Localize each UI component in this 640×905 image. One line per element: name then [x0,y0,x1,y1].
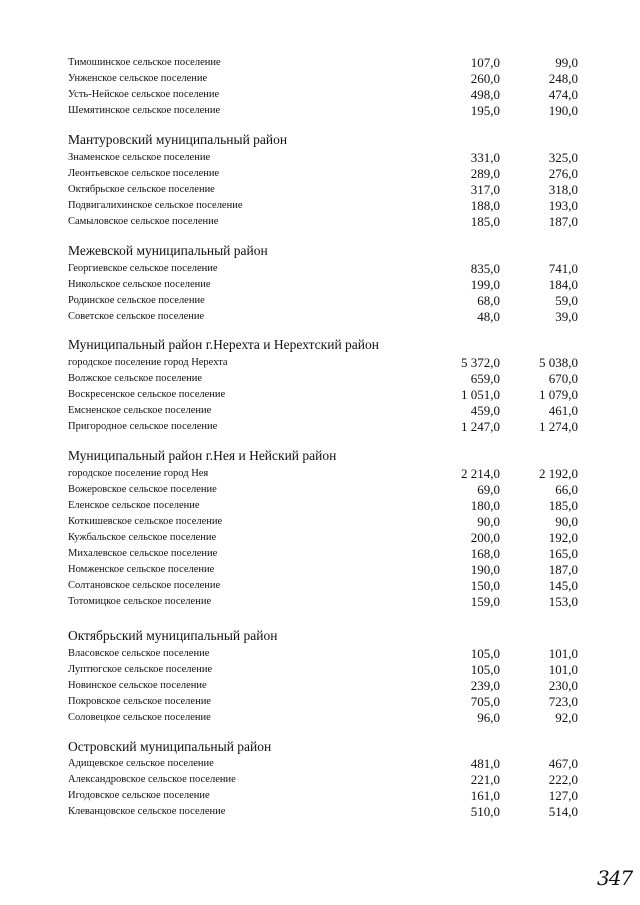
value-column-1: 705,0 [470,694,500,709]
value-column-1: 459,0 [470,403,500,418]
settlement-name: Воскресенское сельское поселение [68,389,226,400]
value-column-1: 48,0 [477,309,500,324]
table-row [0,166,640,182]
value-column-2: 723,0 [548,694,578,709]
value-column-1: 317,0 [470,182,500,197]
table-row [0,804,640,820]
value-column-2: 325,0 [548,150,578,165]
value-column-1: 96,0 [477,710,500,725]
table-row [0,103,640,119]
value-column-2: 230,0 [548,678,578,693]
section-heading: Муниципальный район г.Нерехта и Нерехтский район [68,337,379,352]
value-column-1: 1 051,0 [461,387,500,402]
value-column-1: 190,0 [470,562,500,577]
value-column-2: 222,0 [548,772,578,787]
value-column-2: 185,0 [548,498,578,513]
settlement-name: Леонтьевское сельское поселение [68,168,220,179]
settlement-name: Тимошинское сельское поселение [68,57,221,68]
table-row [0,150,640,166]
settlement-name: Самыловское сельское поселение [68,216,219,227]
table-row [0,71,640,87]
value-column-2: 127,0 [548,788,578,803]
value-column-1: 195,0 [470,103,500,118]
value-column-2: 318,0 [548,182,578,197]
table-row [0,387,640,403]
table-row [0,772,640,788]
settlement-name: Власовское сельское поселение [68,648,210,659]
page-number: 347 [597,866,633,890]
settlement-name: Новинское сельское поселение [68,680,207,691]
value-column-1: 5 372,0 [461,355,500,370]
table-row [0,662,640,678]
value-column-2: 101,0 [548,662,578,677]
section-heading: Муниципальный район г.Нея и Нейский район [68,448,337,463]
settlement-name: Михалевское сельское поселение [68,548,218,559]
table-row [0,514,640,530]
value-column-2: 59,0 [555,293,578,308]
settlement-name: Адищевское сельское поселение [68,758,214,769]
table-row [0,419,640,435]
value-column-1: 289,0 [470,166,500,181]
value-column-2: 248,0 [548,71,578,86]
table-row [0,466,640,482]
value-column-2: 184,0 [548,277,578,292]
settlement-name: Еленское сельское поселение [68,500,200,511]
value-column-1: 161,0 [470,788,500,803]
value-column-2: 276,0 [548,166,578,181]
table-row [0,371,640,387]
table-row [0,403,640,419]
section-heading: Октябрьский муниципальный район [68,628,278,643]
table-row [0,694,640,710]
settlement-name: Емсненское сельское поселение [68,405,212,416]
settlement-name: Пригородное сельское поселение [68,421,218,432]
value-column-2: 90,0 [555,514,578,529]
table-row [0,261,640,277]
value-column-2: 190,0 [548,103,578,118]
value-column-1: 159,0 [470,594,500,609]
value-column-1: 221,0 [470,772,500,787]
value-column-2: 187,0 [548,214,578,229]
value-column-2: 670,0 [548,371,578,386]
section-heading: Мантуровский муниципальный район [68,132,288,147]
table-row [0,355,640,371]
settlement-name: Покровское сельское поселение [68,696,211,707]
value-column-2: 66,0 [555,482,578,497]
settlement-name: Тотомицкое сельское поселение [68,596,212,607]
value-column-1: 69,0 [477,482,500,497]
value-column-1: 199,0 [470,277,500,292]
table-row [0,198,640,214]
value-column-1: 105,0 [470,646,500,661]
settlement-name: Вожеровское сельское поселение [68,484,217,495]
value-column-2: 1 079,0 [539,387,578,402]
value-column-2: 165,0 [548,546,578,561]
value-column-1: 331,0 [470,150,500,165]
value-column-2: 187,0 [548,562,578,577]
value-column-2: 92,0 [555,710,578,725]
settlement-name: Коткишевское сельское поселение [68,516,223,527]
settlement-name: Клеванцовское сельское поселение [68,806,226,817]
value-column-2: 467,0 [548,756,578,771]
settlement-name: Георгиевское сельское поселение [68,263,218,274]
settlement-name: Знаменское сельское поселение [68,152,211,163]
settlement-name: Солтановское сельское поселение [68,580,221,591]
value-column-1: 188,0 [470,198,500,213]
table-row [0,498,640,514]
settlement-name: Александровское сельское поселение [68,774,236,785]
settlement-name: Родинское сельское поселение [68,295,205,306]
settlement-name: городское поселение город Нерехта [68,357,228,368]
settlement-name: Усть-Нейское сельское поселение [68,89,220,100]
table-row [0,482,640,498]
settlement-name: Луптюгское сельское поселение [68,664,213,675]
value-column-1: 68,0 [477,293,500,308]
value-column-1: 2 214,0 [461,466,500,481]
settlement-name: Подвигалихинское сельское поселение [68,200,243,211]
table-row [0,214,640,230]
table-row [0,530,640,546]
value-column-1: 260,0 [470,71,500,86]
table-row [0,788,640,804]
settlement-name: Соловецкое сельское поселение [68,712,211,723]
table-row [0,309,640,325]
value-column-2: 5 038,0 [539,355,578,370]
value-column-1: 1 247,0 [461,419,500,434]
value-column-1: 168,0 [470,546,500,561]
settlement-name: Шемятинское сельское поселение [68,105,221,116]
settlement-name: Кужбальское сельское поселение [68,532,217,543]
table-row [0,182,640,198]
value-column-1: 185,0 [470,214,500,229]
value-column-2: 741,0 [548,261,578,276]
value-column-1: 498,0 [470,87,500,102]
value-column-1: 659,0 [470,371,500,386]
settlement-name: Никольское сельское поселение [68,279,211,290]
table-row [0,546,640,562]
value-column-1: 200,0 [470,530,500,545]
value-column-2: 99,0 [555,55,578,70]
value-column-2: 145,0 [548,578,578,593]
value-column-2: 461,0 [548,403,578,418]
table-row [0,562,640,578]
value-column-1: 481,0 [470,756,500,771]
value-column-1: 107,0 [470,55,500,70]
table-row [0,55,640,71]
table-row [0,646,640,662]
section-heading: Межевской муниципальный район [68,243,268,258]
value-column-2: 192,0 [548,530,578,545]
value-column-2: 514,0 [548,804,578,819]
value-column-2: 193,0 [548,198,578,213]
table-row [0,678,640,694]
table-row [0,578,640,594]
value-column-1: 180,0 [470,498,500,513]
settlement-name: Игодовское сельское поселение [68,790,210,801]
value-column-1: 90,0 [477,514,500,529]
value-column-2: 474,0 [548,87,578,102]
table-row [0,710,640,726]
settlement-name: Номженское сельское поселение [68,564,215,575]
section-heading: Островский муниципальный район [68,739,272,754]
settlement-name: Волжское сельское поселение [68,373,203,384]
settlement-name: Советское сельское поселение [68,311,205,322]
table-row [0,594,640,610]
settlement-name: Октябрьское сельское поселение [68,184,215,195]
settlement-name: Унженское сельское поселение [68,73,208,84]
value-column-2: 39,0 [555,309,578,324]
value-column-1: 510,0 [470,804,500,819]
table-row [0,756,640,772]
value-column-1: 239,0 [470,678,500,693]
value-column-1: 105,0 [470,662,500,677]
value-column-1: 835,0 [470,261,500,276]
value-column-2: 1 274,0 [539,419,578,434]
value-column-2: 153,0 [548,594,578,609]
table-row [0,87,640,103]
table-row [0,277,640,293]
value-column-1: 150,0 [470,578,500,593]
settlement-name: городское поселение город Нея [68,468,209,479]
table-row [0,293,640,309]
value-column-2: 2 192,0 [539,466,578,481]
value-column-2: 101,0 [548,646,578,661]
